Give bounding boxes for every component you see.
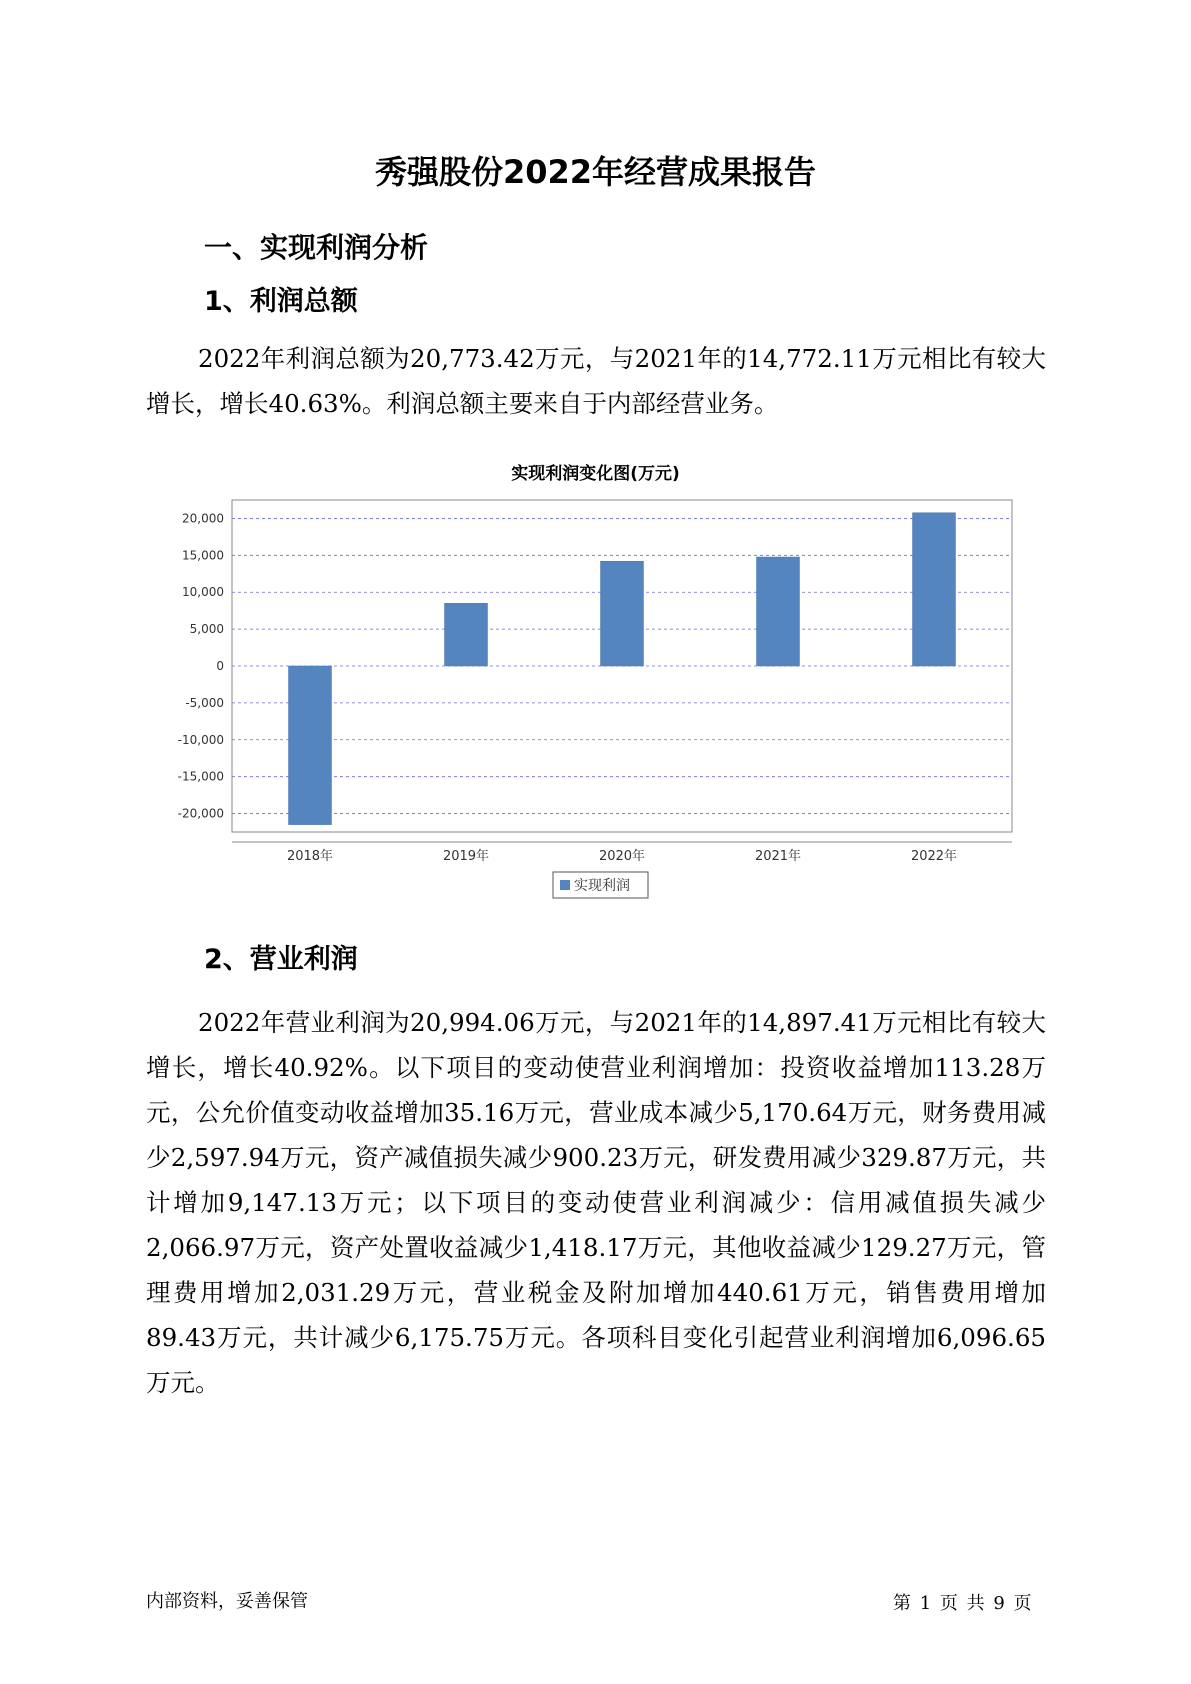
x-tick-label: 2022年	[910, 849, 958, 864]
subsection-heading-operating-profit: 2、营业利润	[204, 944, 358, 975]
y-tick-label: -10,000	[177, 732, 224, 747]
y-tick-label: 0	[216, 659, 224, 673]
total-profit-paragraph: 2022年利润总额为20,773.42万元，与2021年的14,772.11万元相比有较大增长，增长40.63%。利润总额主要来自于内部经营业务。	[146, 344, 1046, 418]
y-tick-label: -20,000	[177, 806, 224, 821]
footer-confidential-note: 内部资料，妥善保管	[146, 1591, 308, 1612]
x-tick-label: 2019年	[442, 849, 490, 864]
y-tick-label: 5,000	[189, 622, 224, 637]
document-title: 秀强股份2022年经营成果报告	[374, 153, 817, 191]
x-tick-label: 2018年	[286, 849, 334, 864]
profit-bar-chart	[150, 490, 1030, 910]
bar	[757, 557, 800, 666]
bar	[445, 603, 488, 666]
chart-title: 实现利润变化图(万元)	[511, 464, 680, 484]
y-tick-label: 20,000	[182, 511, 224, 526]
legend-label: 实现利润	[574, 878, 630, 894]
y-tick-label: -5,000	[185, 695, 224, 710]
bar	[601, 561, 644, 666]
bar	[289, 666, 332, 825]
operating-profit-paragraph: 2022年营业利润为20,994.06万元，与2021年的14,897.41万元相比有较大增长，增长40.92%。以下项目的变动使营业利润增加：投资收益增加113.28万元，公允价值变动收益增加35.16万元，营业成本减少5,170.64万元，财务费用减少2,597.94万元，资产减值损失减少900.23万元，研发费用减少329.87万元，共计增加9,147.13万元；以下项目的变动使营业利润减少：信用减值损失减少2,066.97万元，资产处置收益减少1,418.17万元，其他收益减少129.27万元，管理费用增加2,031.29万元，营业税金及附加增加440.61万元，销售费用增加89.43万元，共计减少6,175.75万元。各项科目变化引起营业利润增加6,096.65万元。	[146, 1008, 1046, 1397]
x-tick-label: 2020年	[598, 849, 646, 864]
y-tick-label: 15,000	[182, 548, 224, 563]
y-tick-label: 10,000	[182, 585, 224, 600]
legend-swatch	[560, 880, 570, 890]
bar	[913, 513, 956, 666]
x-tick-label: 2021年	[754, 849, 802, 864]
footer-page-number: 第 1 页 共 9 页	[893, 1593, 1032, 1614]
section-heading-profit-analysis: 一、实现利润分析	[204, 231, 429, 264]
subsection-heading-total-profit: 1、利润总额	[204, 286, 358, 317]
y-tick-label: -15,000	[177, 769, 224, 784]
